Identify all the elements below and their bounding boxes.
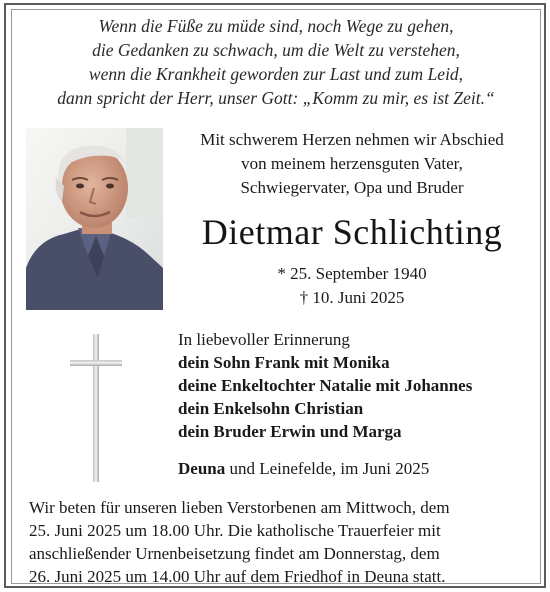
service-line: 25. Juni 2025 um 18.00 Uhr. Die katholische Trauerfeier mit (29, 521, 441, 540)
obituary-frame (4, 3, 546, 588)
place-rest: und Leinefelde, im Juni 2025 (225, 459, 430, 478)
place-date (178, 457, 538, 481)
mourner-name: dein Enkelsohn Christian (178, 399, 364, 418)
quote-line: Wenn die Füße zu müde sind, noch Wege zu gehen, (98, 16, 454, 36)
service-line: anschließender Urnenbeisetzung findet am Donnerstag, dem (29, 544, 440, 563)
intro-line: Mit schwerem Herzen nehmen wir Abschied (200, 130, 504, 149)
death-date: † 10. Juni 2025 (299, 288, 405, 307)
quote-line: wenn die Krankheit geworden zur Last und zum Leid, (88, 64, 464, 84)
birth-date: * 25. September 1940 (277, 264, 427, 283)
mourner-name: dein Sohn Frank mit Monika (178, 353, 390, 372)
service-line: Wir beten für unseren lieben Verstorbenen am Mittwoch, dem (29, 498, 450, 517)
portrait-photo (26, 128, 163, 310)
quote-line: dann spricht der Herr, unser Gott: „Komm zu mir, es ist Zeit.“ (57, 88, 495, 108)
deceased-name: Dietmar Schlichting (201, 212, 503, 252)
quote-line: die Gedanken zu schwach, um die Welt zu verstehen, (92, 40, 460, 60)
intro-line: Schwiegervater, Opa und Bruder (240, 178, 464, 197)
mourner-name: dein Bruder Erwin und Marga (178, 422, 402, 441)
poem-quote (12, 14, 540, 110)
service-line: 26. Juni 2025 um 14.00 Uhr auf dem Friedhof in Deuna statt. (29, 567, 446, 586)
cross-icon (68, 330, 124, 482)
life-dates (172, 262, 532, 310)
farewell-intro (172, 128, 532, 200)
service-info (29, 496, 539, 588)
intro-line: von meinem herzensguten Vater, (241, 154, 463, 173)
place-town: Deuna (178, 459, 226, 478)
mourner-name: deine Enkeltochter Natalie mit Johannes (178, 376, 473, 395)
portrait-illustration (26, 128, 163, 310)
mourners-block (178, 328, 538, 443)
obituary-inner-border (11, 9, 541, 584)
mourners-intro: In liebevoller Erinnerung (178, 330, 350, 349)
